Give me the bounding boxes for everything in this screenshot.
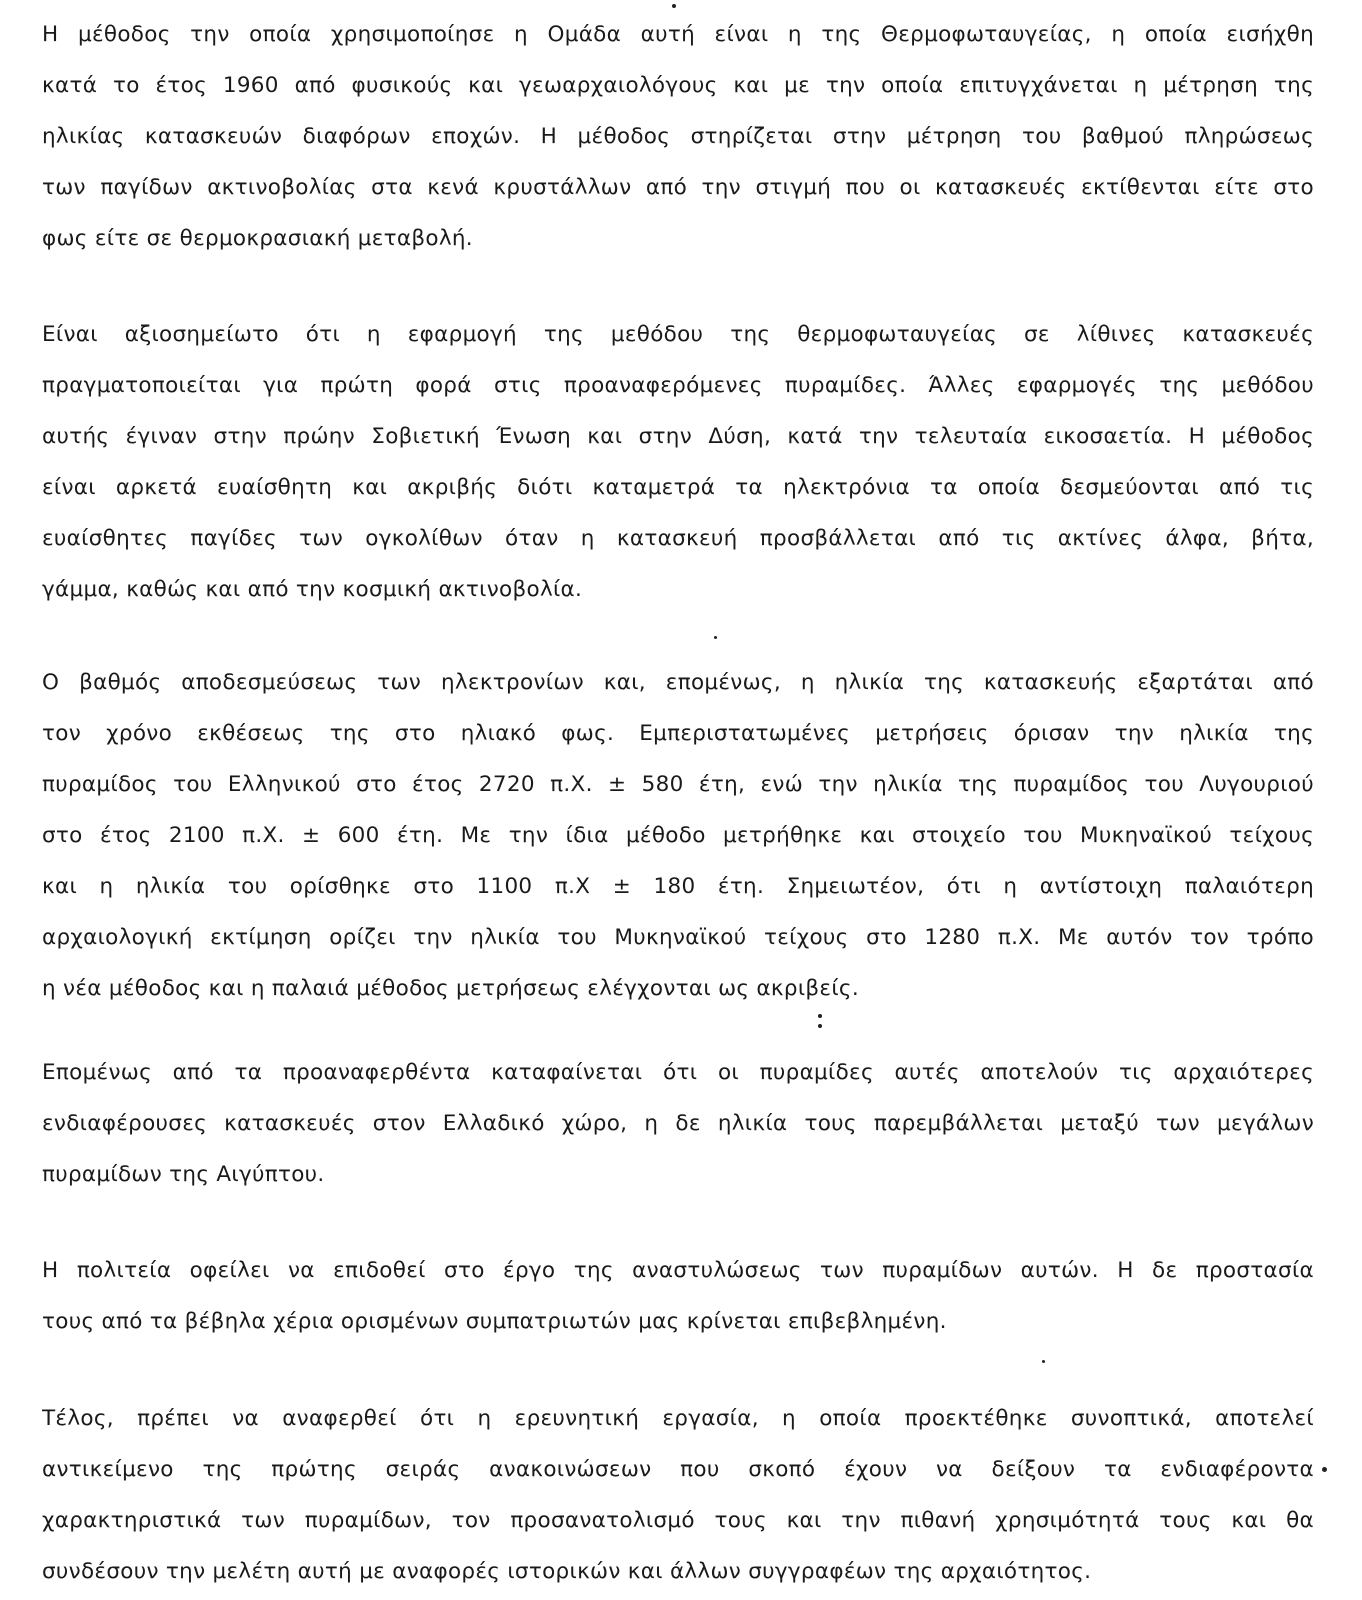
scan-speck (714, 636, 717, 639)
text-line: αρχαιολογική εκτίμηση ορίζει την ηλικία του Μυκηναϊκού τείχους στο 1280 π.Χ. Με αυτόν τον τρόπο (42, 925, 1314, 950)
text-line: ηλικίας κατασκευών διαφόρων εποχών. Η μέθοδος στηρίζεται στην μέτρηση του βαθμού πληρώσεως (42, 124, 1314, 149)
text-line: Τέλος, πρέπει να αναφερθεί ότι η ερευνητική εργασία, η οποία προεκτέθηκε συνοπτικά, αποτελεί (42, 1406, 1314, 1431)
text-line: στο έτος 2100 π.Χ. ± 600 έτη. Με την ίδια μέθοδο μετρήθηκε και στοιχείο του Μυκηναϊκού τείχους (42, 823, 1314, 848)
text-line: η νέα μέθοδος και η παλαιά μέθοδος μετρήσεως ελέγχονται ως ακριβείς. (42, 976, 859, 1001)
text-line: πυραμίδων της Αιγύπτου. (42, 1162, 325, 1187)
text-line: των παγίδων ακτινοβολίας στα κενά κρυστάλλων από την στιγμή που οι κατασκευές εκτίθενται είτε στο (42, 175, 1314, 200)
text-line: κατά το έτος 1960 από φυσικούς και γεωαρχαιολόγους και με την οποία επιτυγχάνεται η μέτρηση της (42, 73, 1314, 98)
text-line: πραγματοποιείται για πρώτη φορά στις προαναφερόμενες πυραμίδες. Άλλες εφαρμογές της μεθόδου (42, 373, 1314, 398)
text-line: Ο βαθμός αποδεσμεύσεως των ηλεκτρονίων και, επομένως, η ηλικία της κατασκευής εξαρτάται από (42, 670, 1314, 695)
text-line: πυραμίδος του Ελληνικού στο έτος 2720 π.Χ. ± 580 έτη, ενώ την ηλικία της πυραμίδος του Λυγουριού (42, 772, 1314, 797)
text-line: Είναι αξιοσημείωτο ότι η εφαρμογή της μεθόδου της θερμοφωταυγείας σε λίθινες κατασκευές (42, 322, 1314, 347)
text-line: Η πολιτεία οφείλει να επιδοθεί στο έργο της αναστυλώσεως των πυραμίδων αυτών. Η δε προστασία (42, 1258, 1314, 1283)
scan-speck (818, 1014, 822, 1018)
text-line: αυτής έγιναν στην πρώην Σοβιετική Ένωση και στην Δύση, κατά την τελευταία εικοσαετία. Η μέθοδος (42, 424, 1314, 449)
text-line: αντικείμενο της πρώτης σειράς ανακοινώσεων που σκοπό έχουν να δείξουν τα ενδιαφέροντα (42, 1457, 1314, 1482)
scan-speck (818, 1024, 822, 1028)
text-line: και η ηλικία του ορίσθηκε στο 1100 π.Χ ± 180 έτη. Σημειωτέον, ότι η αντίστοιχη παλαιότερη (42, 874, 1314, 899)
text-line: ευαίσθητες παγίδες των ογκολίθων όταν η κατασκευή προσβάλλεται από τις ακτίνες άλφα, βήτα, (42, 526, 1314, 551)
text-line: τους από τα βέβηλα χέρια ορισμένων συμπατριωτών μας κρίνεται επιβεβλημένη. (42, 1309, 947, 1334)
text-line: συνδέσουν την μελέτη αυτή με αναφορές ιστορικών και άλλων συγγραφέων της αρχαιότητος. (42, 1559, 1092, 1584)
text-line: Επομένως από τα προαναφερθέντα καταφαίνεται ότι οι πυραμίδες αυτές αποτελούν τις αρχαιότερες (42, 1060, 1314, 1085)
text-line: είναι αρκετά ευαίσθητη και ακριβής διότι καταμετρά τα ηλεκτρόνια τα οποία δεσμεύονται από τις (42, 475, 1314, 500)
text-line: φως είτε σε θερμοκρασιακή μεταβολή. (42, 226, 473, 251)
scan-speck (672, 4, 676, 8)
text-line: χαρακτηριστικά των πυραμίδων, τον προσανατολισμό τους και την πιθανή χρησιμότητά τους και θα (42, 1508, 1314, 1533)
text-line: Η μέθοδος την οποία χρησιμοποίησε η Ομάδα αυτή είναι η της Θερμοφωταυγείας, η οποία εισήχθη (42, 22, 1314, 47)
scan-speck (1322, 1467, 1327, 1472)
text-line: γάμμα, καθώς και από την κοσμική ακτινοβολία. (42, 577, 583, 602)
text-line: ενδιαφέρουσες κατασκευές στον Ελλαδικό χώρο, η δε ηλικία τους παρεμβάλλεται μεταξύ των μεγάλων (42, 1111, 1314, 1136)
text-line: τον χρόνο εκθέσεως της στο ηλιακό φως. Εμπεριστατωμένες μετρήσεις όρισαν την ηλικία της (42, 721, 1314, 746)
scan-speck (1042, 1360, 1045, 1363)
